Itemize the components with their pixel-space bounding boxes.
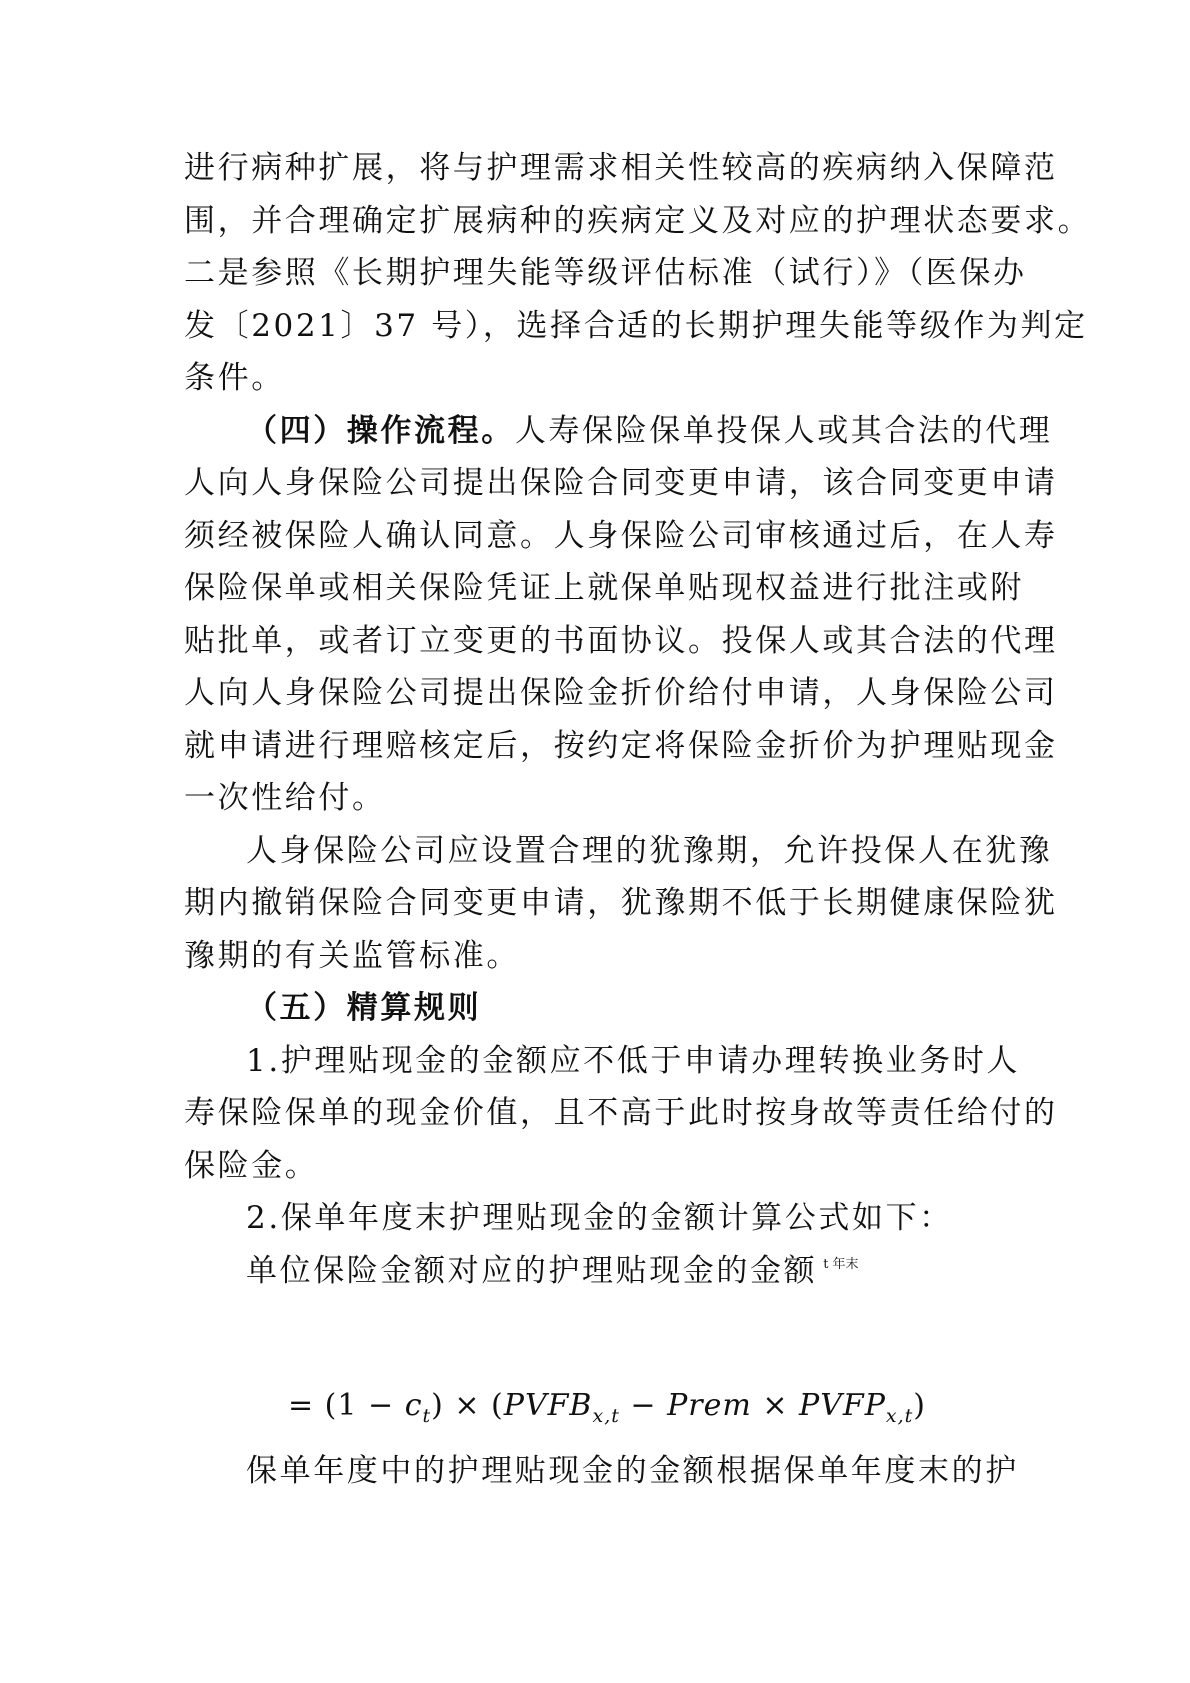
- paragraph-2-line-8: 一次性给付。: [184, 780, 386, 816]
- formula-equals: = (1 −: [288, 1388, 405, 1423]
- paragraph-2-line-5: 贴批单，或者订立变更的书面协议。投保人或其合法的代理: [184, 623, 1058, 659]
- section-5-heading: （五）精算规则: [246, 990, 482, 1026]
- paragraph-1-line-5: 条件。: [184, 360, 285, 396]
- paragraph-1-line-3: 二是参照《长期护理失能等级评估标准（试行）》（医保办: [184, 255, 1027, 291]
- paragraph-4-line-3: 保险金。: [184, 1148, 319, 1184]
- paragraph-2-line-4: 保险保单或相关保险凭证上就保单贴现权益进行批注或附: [184, 570, 1024, 606]
- paragraph-2-line-6: 人向人身保险公司提出保险金折价给付申请，人身保险公司: [184, 675, 1058, 711]
- formula-pvfp-subscript: x,t: [885, 1405, 914, 1427]
- paragraph-5: 2.保单年度末护理贴现金的金额计算公式如下：: [246, 1200, 953, 1236]
- paragraph-2-line-7: 就申请进行理赔核定后，按约定将保险金折价为护理贴现金: [184, 728, 1058, 764]
- paragraph-1-line-4: 发〔2021〕37 号），选择合适的长期护理失能等级作为判定: [184, 308, 1088, 344]
- formula-pvfp: PVFP: [799, 1388, 886, 1423]
- formula-mid: ) × (: [431, 1388, 504, 1423]
- paragraph-3-line-1: 人身保险公司应设置合理的犹豫期，允许投保人在犹豫: [246, 833, 1053, 869]
- paragraph-1-line-1: 进行病种扩展，将与护理需求相关性较高的疾病纳入保障范: [184, 150, 1058, 186]
- formula-prem: Prem: [667, 1388, 752, 1423]
- paragraph-2-line-1-text: 人寿保险保单投保人或其合法的代理: [514, 413, 1053, 449]
- paragraph-1-line-2: 围，并合理确定扩展病种的疾病定义及对应的护理状态要求。: [184, 203, 1092, 239]
- paragraph-4-line-1: 1.护理贴现金的金额应不低于申请办理转换业务时人: [246, 1043, 1020, 1079]
- paragraph-4-line-2: 寿保险保单的现金价值，且不高于此时按身故等责任给付的: [184, 1095, 1058, 1131]
- formula-label-superscript: t 年末: [823, 1257, 859, 1272]
- paragraph-3-line-3: 豫期的有关监管标准。: [184, 938, 520, 974]
- formula-label-text: 单位保险金额对应的护理贴现金的金额: [246, 1253, 818, 1289]
- paragraph-3-line-2: 期内撤销保险合同变更申请，犹豫期不低于长期健康保险犹: [184, 885, 1058, 921]
- paragraph-2-line-3: 须经被保险人确认同意。人身保险公司审核通过后，在人寿: [184, 518, 1058, 554]
- formula-times: ×: [751, 1388, 800, 1423]
- formula-minus: −: [619, 1388, 668, 1423]
- paragraph-2-line-1: [246, 411, 1076, 451]
- formula-pvfb: PVFB: [503, 1388, 593, 1423]
- formula-c-subscript: t: [422, 1405, 432, 1427]
- formula-close: ): [913, 1388, 927, 1423]
- section-4-heading: （四）操作流程。: [246, 413, 515, 449]
- formula-pvfb-subscript: x,t: [592, 1405, 620, 1427]
- paragraph-2-line-2: 人向人身保险公司提出保险合同变更申请，该合同变更申请: [184, 465, 1058, 501]
- formula: [288, 1388, 926, 1427]
- formula-c: c: [404, 1388, 423, 1423]
- formula-label: [246, 1251, 1076, 1291]
- paragraph-6: 保单年度中的护理贴现金的金额根据保单年度末的护: [246, 1453, 1019, 1489]
